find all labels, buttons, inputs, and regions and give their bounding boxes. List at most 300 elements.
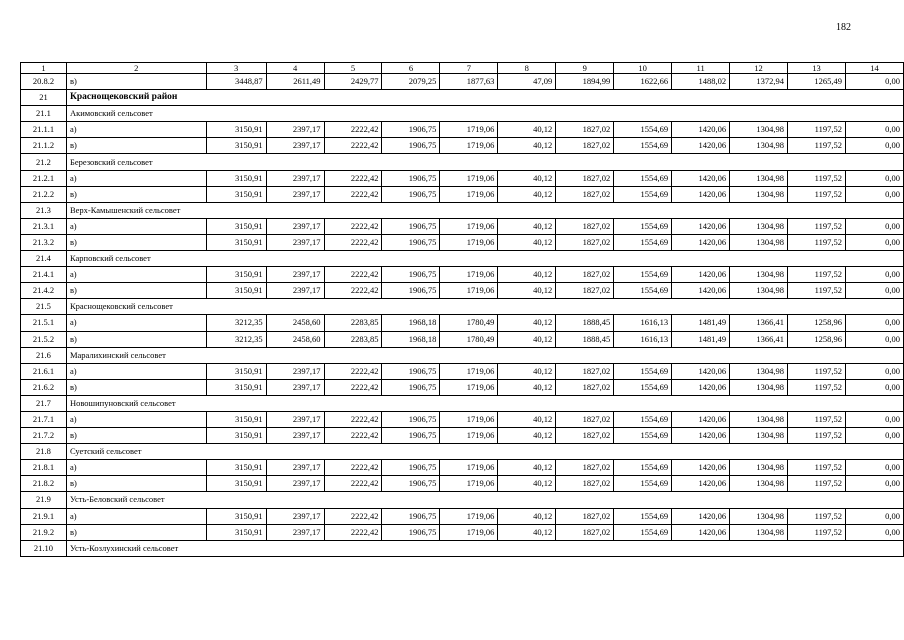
value-cell: 0,00 (845, 315, 903, 331)
value-cell: 1554,69 (614, 234, 672, 250)
value-cell: 1304,98 (730, 428, 788, 444)
column-header: 1 (21, 63, 67, 74)
row-label: в) (66, 138, 206, 154)
value-cell: 3150,91 (206, 218, 266, 234)
value-cell: 1906,75 (382, 476, 440, 492)
value-cell: 1197,52 (788, 122, 846, 138)
column-header: 2 (66, 63, 206, 74)
value-cell: 0,00 (845, 331, 903, 347)
value-cell: 1719,06 (440, 524, 498, 540)
row-label: а) (66, 411, 206, 427)
row-label: в) (66, 428, 206, 444)
value-cell: 40,12 (498, 283, 556, 299)
table-row (21, 331, 904, 347)
table-body (21, 63, 904, 557)
value-cell: 40,12 (498, 460, 556, 476)
value-cell: 2397,17 (266, 428, 324, 444)
value-cell: 1554,69 (614, 476, 672, 492)
value-cell: 0,00 (845, 460, 903, 476)
value-cell: 2397,17 (266, 218, 324, 234)
section-row (21, 154, 904, 170)
section-title: Карповский сельсовет (66, 251, 903, 267)
value-cell: 1420,06 (672, 234, 730, 250)
value-cell: 1827,02 (556, 363, 614, 379)
value-cell: 1304,98 (730, 267, 788, 283)
value-cell: 1420,06 (672, 283, 730, 299)
table-row (21, 267, 904, 283)
row-label: в) (66, 476, 206, 492)
value-cell: 1366,41 (730, 315, 788, 331)
row-label: а) (66, 218, 206, 234)
section-title: Суетский сельсовет (66, 444, 903, 460)
value-cell: 2222,42 (324, 363, 382, 379)
row-code: 21.6 (21, 347, 67, 363)
value-cell: 3150,91 (206, 524, 266, 540)
table-row (21, 186, 904, 202)
section-row (21, 202, 904, 218)
value-cell: 3150,91 (206, 508, 266, 524)
row-code: 21.1 (21, 106, 67, 122)
row-label: а) (66, 170, 206, 186)
value-cell: 1888,45 (556, 331, 614, 347)
value-cell: 2222,42 (324, 218, 382, 234)
value-cell: 1420,06 (672, 170, 730, 186)
value-cell: 2458,60 (266, 315, 324, 331)
row-code: 21.8.2 (21, 476, 67, 492)
row-code: 21.3.2 (21, 234, 67, 250)
table-row (21, 315, 904, 331)
row-code: 21.4 (21, 251, 67, 267)
value-cell: 2222,42 (324, 411, 382, 427)
section-row (21, 347, 904, 363)
row-code: 21.5 (21, 299, 67, 315)
row-code: 21.5.2 (21, 331, 67, 347)
table-row (21, 476, 904, 492)
value-cell: 1420,06 (672, 476, 730, 492)
value-cell: 1197,52 (788, 476, 846, 492)
row-label: в) (66, 74, 206, 90)
value-cell: 1304,98 (730, 508, 788, 524)
value-cell: 1719,06 (440, 122, 498, 138)
value-cell: 1906,75 (382, 363, 440, 379)
table-row (21, 524, 904, 540)
row-label: в) (66, 186, 206, 202)
value-cell: 1906,75 (382, 524, 440, 540)
value-cell: 1906,75 (382, 379, 440, 395)
value-cell: 1372,94 (730, 74, 788, 90)
value-cell: 40,12 (498, 234, 556, 250)
value-cell: 1719,06 (440, 267, 498, 283)
value-cell: 2222,42 (324, 138, 382, 154)
row-code: 21.9.2 (21, 524, 67, 540)
value-cell: 1197,52 (788, 363, 846, 379)
value-cell: 0,00 (845, 218, 903, 234)
value-cell: 1906,75 (382, 267, 440, 283)
value-cell: 1894,99 (556, 74, 614, 90)
value-cell: 0,00 (845, 234, 903, 250)
value-cell: 1420,06 (672, 218, 730, 234)
row-code: 21 (21, 90, 67, 106)
value-cell: 1906,75 (382, 428, 440, 444)
value-cell: 1719,06 (440, 170, 498, 186)
tariff-table (20, 62, 904, 557)
value-cell: 2222,42 (324, 379, 382, 395)
value-cell: 1197,52 (788, 186, 846, 202)
value-cell: 1197,52 (788, 218, 846, 234)
value-cell: 1420,06 (672, 524, 730, 540)
value-cell: 2397,17 (266, 234, 324, 250)
row-code: 21.8 (21, 444, 67, 460)
value-cell: 1420,06 (672, 267, 730, 283)
value-cell: 0,00 (845, 267, 903, 283)
section-row (21, 492, 904, 508)
value-cell: 2397,17 (266, 460, 324, 476)
value-cell: 1906,75 (382, 138, 440, 154)
table-row (21, 234, 904, 250)
section-title: Акимовский сельсовет (66, 106, 903, 122)
value-cell: 1265,49 (788, 74, 846, 90)
value-cell: 1616,13 (614, 331, 672, 347)
section-row (21, 444, 904, 460)
value-cell: 1827,02 (556, 508, 614, 524)
section-title: Усть-Козлухинский сельсовет (66, 540, 903, 556)
value-cell: 1827,02 (556, 122, 614, 138)
column-header: 3 (206, 63, 266, 74)
row-code: 21.10 (21, 540, 67, 556)
value-cell: 1780,49 (440, 315, 498, 331)
row-code: 21.6.2 (21, 379, 67, 395)
value-cell: 1304,98 (730, 460, 788, 476)
row-code: 20.8.2 (21, 74, 67, 90)
value-cell: 1197,52 (788, 234, 846, 250)
value-cell: 1827,02 (556, 218, 614, 234)
value-cell: 1968,18 (382, 315, 440, 331)
value-cell: 1366,41 (730, 331, 788, 347)
value-cell: 1719,06 (440, 460, 498, 476)
section-title: Маралихинский сельсовет (66, 347, 903, 363)
value-cell: 1906,75 (382, 508, 440, 524)
value-cell: 2397,17 (266, 186, 324, 202)
row-code: 21.4.1 (21, 267, 67, 283)
section-title: Березовский сельсовет (66, 154, 903, 170)
section-row (21, 299, 904, 315)
district-row (21, 90, 904, 106)
value-cell: 1258,96 (788, 315, 846, 331)
value-cell: 1488,02 (672, 74, 730, 90)
value-cell: 1906,75 (382, 186, 440, 202)
row-code: 21.7.2 (21, 428, 67, 444)
value-cell: 2397,17 (266, 379, 324, 395)
section-title: Новошипуновский сельсовет (66, 395, 903, 411)
value-cell: 1827,02 (556, 379, 614, 395)
value-cell: 1197,52 (788, 170, 846, 186)
value-cell: 2429,77 (324, 74, 382, 90)
value-cell: 0,00 (845, 524, 903, 540)
value-cell: 2222,42 (324, 508, 382, 524)
value-cell: 1197,52 (788, 411, 846, 427)
value-cell: 2222,42 (324, 122, 382, 138)
value-cell: 3448,87 (206, 74, 266, 90)
value-cell: 0,00 (845, 74, 903, 90)
table-row (21, 379, 904, 395)
value-cell: 0,00 (845, 428, 903, 444)
value-cell: 0,00 (845, 186, 903, 202)
value-cell: 0,00 (845, 411, 903, 427)
table-row (21, 218, 904, 234)
value-cell: 2397,17 (266, 170, 324, 186)
value-cell: 1420,06 (672, 508, 730, 524)
district-title: Краснощековский район (66, 90, 903, 106)
value-cell: 1827,02 (556, 283, 614, 299)
value-cell: 2222,42 (324, 170, 382, 186)
value-cell: 1304,98 (730, 218, 788, 234)
value-cell: 0,00 (845, 379, 903, 395)
value-cell: 1554,69 (614, 524, 672, 540)
value-cell: 1780,49 (440, 331, 498, 347)
value-cell: 1554,69 (614, 379, 672, 395)
table-row (21, 283, 904, 299)
value-cell: 3150,91 (206, 283, 266, 299)
row-code: 21.9.1 (21, 508, 67, 524)
value-cell: 47,09 (498, 74, 556, 90)
value-cell: 1719,06 (440, 379, 498, 395)
row-code: 21.3 (21, 202, 67, 218)
value-cell: 1258,96 (788, 331, 846, 347)
value-cell: 0,00 (845, 363, 903, 379)
value-cell: 2222,42 (324, 234, 382, 250)
row-label: в) (66, 234, 206, 250)
row-label: в) (66, 283, 206, 299)
value-cell: 0,00 (845, 122, 903, 138)
value-cell: 3150,91 (206, 122, 266, 138)
value-cell: 2079,25 (382, 74, 440, 90)
value-cell: 1554,69 (614, 363, 672, 379)
value-cell: 1304,98 (730, 283, 788, 299)
value-cell: 1827,02 (556, 460, 614, 476)
value-cell: 1719,06 (440, 428, 498, 444)
row-code: 21.6.1 (21, 363, 67, 379)
value-cell: 1719,06 (440, 363, 498, 379)
value-cell: 1197,52 (788, 460, 846, 476)
row-label: а) (66, 122, 206, 138)
value-cell: 40,12 (498, 524, 556, 540)
value-cell: 1622,66 (614, 74, 672, 90)
value-cell: 2458,60 (266, 331, 324, 347)
value-cell: 1304,98 (730, 170, 788, 186)
value-cell: 0,00 (845, 138, 903, 154)
column-header: 8 (498, 63, 556, 74)
value-cell: 1719,06 (440, 411, 498, 427)
column-header: 7 (440, 63, 498, 74)
value-cell: 1827,02 (556, 476, 614, 492)
value-cell: 1906,75 (382, 411, 440, 427)
value-cell: 3150,91 (206, 460, 266, 476)
value-cell: 1719,06 (440, 508, 498, 524)
value-cell: 3150,91 (206, 411, 266, 427)
value-cell: 2397,17 (266, 283, 324, 299)
value-cell: 1304,98 (730, 411, 788, 427)
value-cell: 1906,75 (382, 218, 440, 234)
row-code: 21.5.1 (21, 315, 67, 331)
value-cell: 2397,17 (266, 524, 324, 540)
value-cell: 2397,17 (266, 411, 324, 427)
value-cell: 1304,98 (730, 379, 788, 395)
column-header: 6 (382, 63, 440, 74)
value-cell: 2397,17 (266, 267, 324, 283)
row-code: 21.3.1 (21, 218, 67, 234)
value-cell: 1827,02 (556, 428, 614, 444)
row-code: 21.4.2 (21, 283, 67, 299)
value-cell: 40,12 (498, 508, 556, 524)
value-cell: 2397,17 (266, 476, 324, 492)
value-cell: 2222,42 (324, 186, 382, 202)
row-code: 21.1.1 (21, 122, 67, 138)
value-cell: 40,12 (498, 122, 556, 138)
table-row (21, 74, 904, 90)
value-cell: 1719,06 (440, 218, 498, 234)
value-cell: 2222,42 (324, 267, 382, 283)
table-row (21, 170, 904, 186)
section-title: Верх-Камышенский сельсовет (66, 202, 903, 218)
column-header: 14 (845, 63, 903, 74)
value-cell: 3150,91 (206, 234, 266, 250)
row-code: 21.7.1 (21, 411, 67, 427)
value-cell: 3150,91 (206, 138, 266, 154)
value-cell: 1719,06 (440, 138, 498, 154)
value-cell: 2611,49 (266, 74, 324, 90)
value-cell: 1197,52 (788, 138, 846, 154)
value-cell: 3150,91 (206, 476, 266, 492)
row-code: 21.1.2 (21, 138, 67, 154)
value-cell: 1481,49 (672, 315, 730, 331)
row-code: 21.2.1 (21, 170, 67, 186)
value-cell: 1304,98 (730, 234, 788, 250)
value-cell: 40,12 (498, 170, 556, 186)
value-cell: 1719,06 (440, 283, 498, 299)
value-cell: 1888,45 (556, 315, 614, 331)
value-cell: 40,12 (498, 428, 556, 444)
value-cell: 2222,42 (324, 428, 382, 444)
value-cell: 1304,98 (730, 476, 788, 492)
section-title: Усть-Беловский сельсовет (66, 492, 903, 508)
value-cell: 1906,75 (382, 122, 440, 138)
value-cell: 2283,85 (324, 331, 382, 347)
value-cell: 40,12 (498, 267, 556, 283)
value-cell: 40,12 (498, 186, 556, 202)
value-cell: 2397,17 (266, 363, 324, 379)
table-row (21, 428, 904, 444)
value-cell: 1420,06 (672, 411, 730, 427)
value-cell: 1719,06 (440, 476, 498, 492)
value-cell: 1554,69 (614, 283, 672, 299)
value-cell: 3150,91 (206, 186, 266, 202)
column-header: 5 (324, 63, 382, 74)
section-row (21, 395, 904, 411)
value-cell: 1906,75 (382, 283, 440, 299)
value-cell: 40,12 (498, 379, 556, 395)
value-cell: 1197,52 (788, 379, 846, 395)
column-header: 13 (788, 63, 846, 74)
value-cell: 2397,17 (266, 508, 324, 524)
value-cell: 1420,06 (672, 460, 730, 476)
value-cell: 1554,69 (614, 508, 672, 524)
value-cell: 1304,98 (730, 363, 788, 379)
value-cell: 40,12 (498, 476, 556, 492)
value-cell: 3150,91 (206, 363, 266, 379)
column-header: 12 (730, 63, 788, 74)
value-cell: 1554,69 (614, 186, 672, 202)
value-cell: 3150,91 (206, 267, 266, 283)
table-row (21, 460, 904, 476)
value-cell: 40,12 (498, 138, 556, 154)
table-row (21, 411, 904, 427)
value-cell: 1827,02 (556, 170, 614, 186)
value-cell: 1197,52 (788, 524, 846, 540)
value-cell: 1827,02 (556, 411, 614, 427)
row-code: 21.7 (21, 395, 67, 411)
value-cell: 3150,91 (206, 379, 266, 395)
value-cell: 1827,02 (556, 186, 614, 202)
section-row (21, 251, 904, 267)
value-cell: 0,00 (845, 170, 903, 186)
value-cell: 1420,06 (672, 379, 730, 395)
value-cell: 2283,85 (324, 315, 382, 331)
value-cell: 40,12 (498, 331, 556, 347)
row-label: а) (66, 460, 206, 476)
value-cell: 3150,91 (206, 170, 266, 186)
value-cell: 3212,35 (206, 331, 266, 347)
value-cell: 1197,52 (788, 283, 846, 299)
value-cell: 1719,06 (440, 186, 498, 202)
column-header: 4 (266, 63, 324, 74)
row-label: в) (66, 331, 206, 347)
row-label: а) (66, 508, 206, 524)
column-header: 11 (672, 63, 730, 74)
value-cell: 1968,18 (382, 331, 440, 347)
value-cell: 1420,06 (672, 186, 730, 202)
value-cell: 1906,75 (382, 170, 440, 186)
value-cell: 40,12 (498, 315, 556, 331)
value-cell: 1420,06 (672, 363, 730, 379)
header-row (21, 63, 904, 74)
page-number: 182 (836, 22, 851, 33)
value-cell: 1554,69 (614, 138, 672, 154)
value-cell: 2397,17 (266, 138, 324, 154)
value-cell: 3212,35 (206, 315, 266, 331)
value-cell: 1719,06 (440, 234, 498, 250)
value-cell: 1827,02 (556, 524, 614, 540)
table-row (21, 363, 904, 379)
section-title: Краснощековский сельсовет (66, 299, 903, 315)
value-cell: 1304,98 (730, 186, 788, 202)
row-code: 21.8.1 (21, 460, 67, 476)
value-cell: 2222,42 (324, 476, 382, 492)
section-row (21, 106, 904, 122)
value-cell: 3150,91 (206, 428, 266, 444)
value-cell: 1906,75 (382, 460, 440, 476)
value-cell: 40,12 (498, 363, 556, 379)
value-cell: 1827,02 (556, 267, 614, 283)
value-cell: 1554,69 (614, 170, 672, 186)
value-cell: 1197,52 (788, 267, 846, 283)
value-cell: 1197,52 (788, 508, 846, 524)
column-header: 10 (614, 63, 672, 74)
value-cell: 40,12 (498, 218, 556, 234)
value-cell: 1420,06 (672, 428, 730, 444)
section-row (21, 540, 904, 556)
row-label: в) (66, 379, 206, 395)
row-code: 21.2.2 (21, 186, 67, 202)
